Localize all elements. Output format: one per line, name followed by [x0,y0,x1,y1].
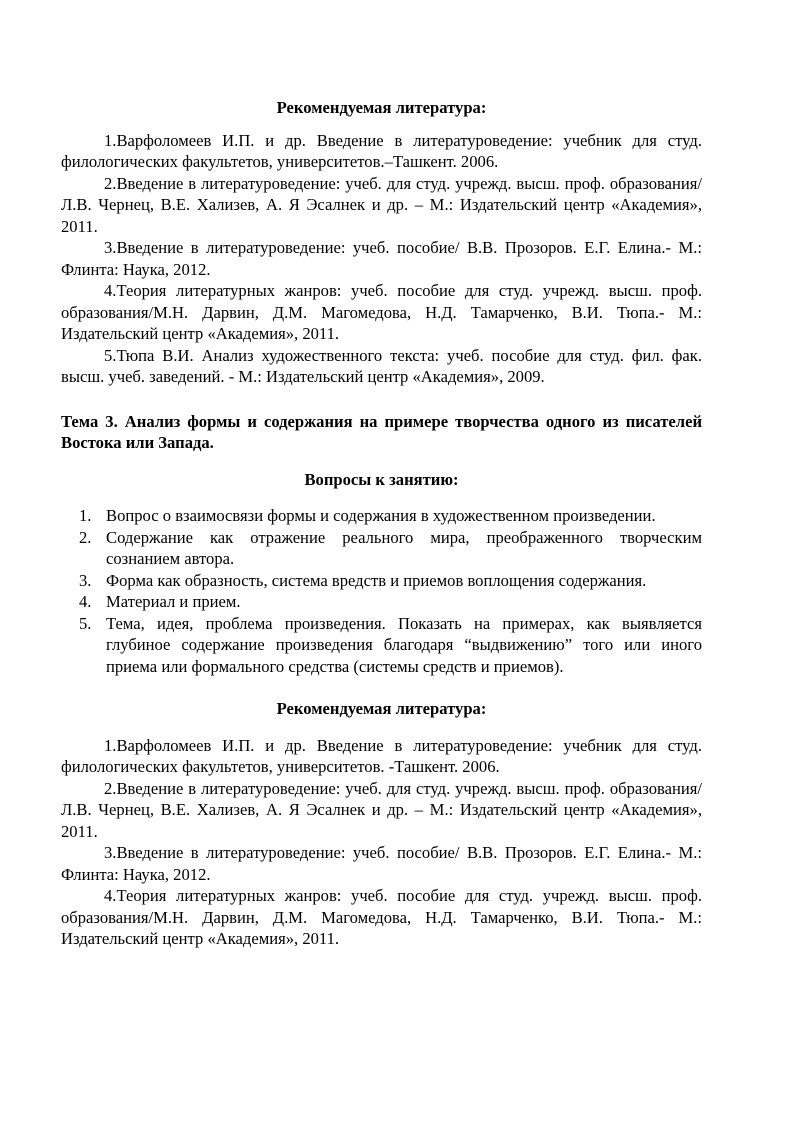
question-text: Содержание как отражение реального мира, преображенного творческим сознанием автора. [106,527,702,568]
reference-item: 1.Варфоломеев И.П. и др. Введение в литературоведение: учебник для студ. филологических факультетов, университетов.–Ташкент. 2006. [61,130,702,171]
question-item [61,591,702,613]
reference-item: 3.Введение в литературоведение: учеб. пособие/ В.В. Прозоров. Е.Г. Елина.- М.: Флинта: Наука, 2012. [61,238,702,279]
document-content [61,97,702,950]
reference-item: 2.Введение в литературоведение: учеб. для студ. учрежд. высш. проф. образования/ Л.В. Чернец, В.Е. Хализев, А. Я Эсалнек и др. – М.: Издательский центр «Академия», 2011. [61,778,702,841]
question-item [61,505,702,527]
reference-list-2 [61,735,702,950]
question-list [61,505,702,677]
reference-item: 4.Теория литературных жанров: учеб. пособие для студ. учрежд. высш. проф. образования/М.Н. Дарвин, Д.М. Магомедова, Н.Д. Тамарченко, В.И. Тюпа.- М.: Издательский центр «Академия», 2011. [61,281,702,343]
reference-item: 2.Введение в литературоведение: учеб. для студ. учрежд. высш. проф. образования/ Л.В. Чернец, В.Е. Хализев, А. Я Эсалнек и др. – М.: Издательский центр «Академия», 2011. [61,173,702,236]
question-number: 1. [79,506,92,525]
reference-list-1 [61,130,702,388]
question-item [61,570,702,592]
question-text: Тема, идея, проблема произведения. Показать на примерах, как выявляется глубиное содержание произведения благодаря “выдвижению” того или иного приема или формального средства (системы средств и приемов). [106,613,702,676]
topic-title: Тема 3. Анализ формы и содержания на примере творчества одного из писателей Востока или Запада. [61,411,702,452]
recommended-literature-heading: Рекомендуемая литература: [276,98,487,117]
reference-item: 5.Тюпа В.И. Анализ художественного текста: учеб. пособие для студ. фил. фак. высш. учеб. заведений. - М.: Издательский центр «Академия», 2009. [61,345,702,386]
question-number: 3. [79,570,92,590]
reference-item: 3.Введение в литературоведение: учеб. пособие/ В.В. Прозоров. Е.Г. Елина.- М.: Флинта: Наука, 2012. [61,843,702,884]
question-number: 5. [79,613,92,633]
question-text: Материал и прием. [106,592,241,611]
question-text: Форма как образность, система вредств и приемов воплощения содержания. [106,570,647,590]
question-text: Вопрос о взаимосвязи формы и содержания в художественном произведении. [106,506,656,525]
reference-item: 1.Варфоломеев И.П. и др. Введение в литературоведение: учебник для студ. филологических факультетов, университетов. -Ташкент. 2006. [61,735,702,776]
question-number: 2. [79,527,92,547]
question-number: 4. [79,592,92,611]
recommended-literature-heading-2: Рекомендуемая литература: [276,699,487,718]
question-item [61,527,702,570]
questions-heading: Вопросы к занятию: [304,469,459,489]
reference-item: 4.Теория литературных жанров: учеб. пособие для студ. учрежд. высш. проф. образования/М.Н. Дарвин, Д.М. Магомедова, Н.Д. Тамарченко, В.И. Тюпа.- М.: Издательский центр «Академия», 2011. [61,886,702,948]
question-item [61,613,702,678]
